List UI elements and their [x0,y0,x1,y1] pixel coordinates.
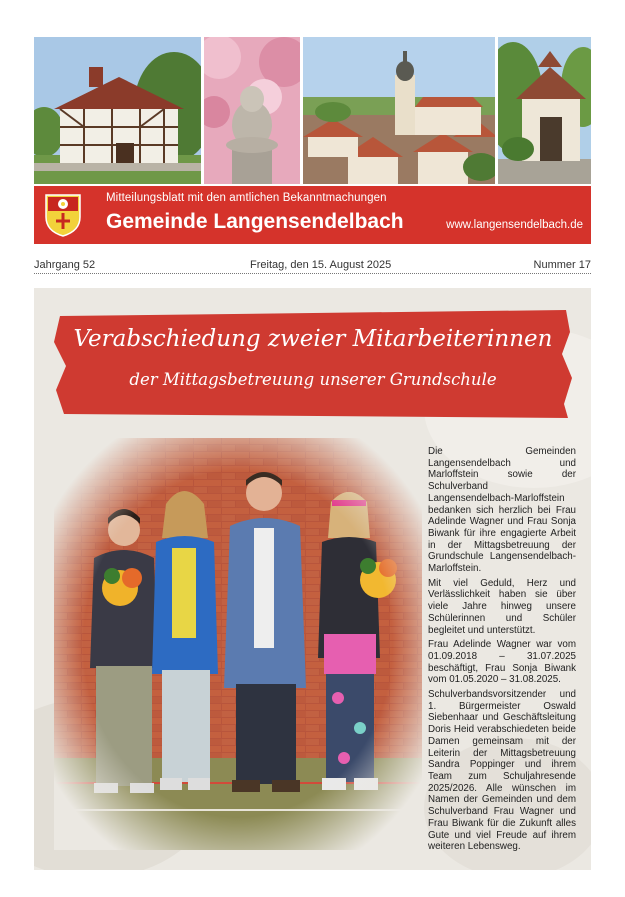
article-panel [34,288,591,870]
town-crest-icon [44,193,82,237]
cherry-blossom-statue-photo [204,37,300,184]
article-headline: Verabschiedung zweier Mitarbeiterinnen [73,326,553,352]
issue-info-bar [34,259,591,275]
article-body [428,446,576,856]
article-paragraph: Mit viel Geduld, Herz und Verlässlichkeit haben sie über viele Jahre hinweg unsere Schülerinnen und Schüler begleitet und unterstützt. [428,577,576,636]
masthead-url-link[interactable]: www.langensendelbach.de [446,219,583,231]
issue-number: Nummer 17 [533,259,591,271]
masthead-tagline: Mitteilungsblatt mit den amtlichen Bekanntmachungen [106,192,387,204]
article-paragraph: Die Gemeinden Langensendelbach und Marloffstein sowie der Schulverband Langensendelbach-Marloffstein bedanken sich herzlich bei Frau Adelinde Wagner und Frau Sonja Biwank für ihre engagierte Arbeit in der Mittagsbetreuung der Grundschule Langensendelbach-Marloffstein. [428,446,576,575]
issue-volume: Jahrgang 52 [34,259,96,271]
headline-ribbon [54,308,574,420]
farewell-group-photo [54,438,422,850]
article-paragraph: Frau Adelinde Wagner war vom 01.09.2018 – 31.07.2025 beschäftigt, Frau Sonja Biwank vom 01.05.2020 – 31.08.2025. [428,639,576,686]
village-church-photo [303,37,495,184]
masthead-banner [34,186,591,244]
article-paragraph: Schulverbandsvorsitzender und 1. Bürgermeister Oswald Siebenhaar und Geschäftsleitung Doris Heid verabschiedeten beide Damen gemeinsam mit der Leiterin der Mittagsbetreuung Sandra Poppinger und ihrem Team zum Schuljahresende 2025/2026. Alle wünschen im Namen der Gemeinden und dem Schulverband Frau Wagner und Frau Biwank für die Zukunft alles Gute und viel Freude auf ihrem weiteren Lebensweg. [428,689,576,853]
header-photo-strip [34,37,591,184]
chapel-shelter-photo [498,37,591,184]
info-divider [34,273,591,274]
article-subheadline: der Mittagsbetreuung unserer Grundschule [129,370,497,389]
issue-date: Freitag, den 15. August 2025 [250,259,392,271]
half-timbered-hall-photo [34,37,201,184]
masthead-town-name: Gemeinde Langensendelbach [106,210,404,233]
